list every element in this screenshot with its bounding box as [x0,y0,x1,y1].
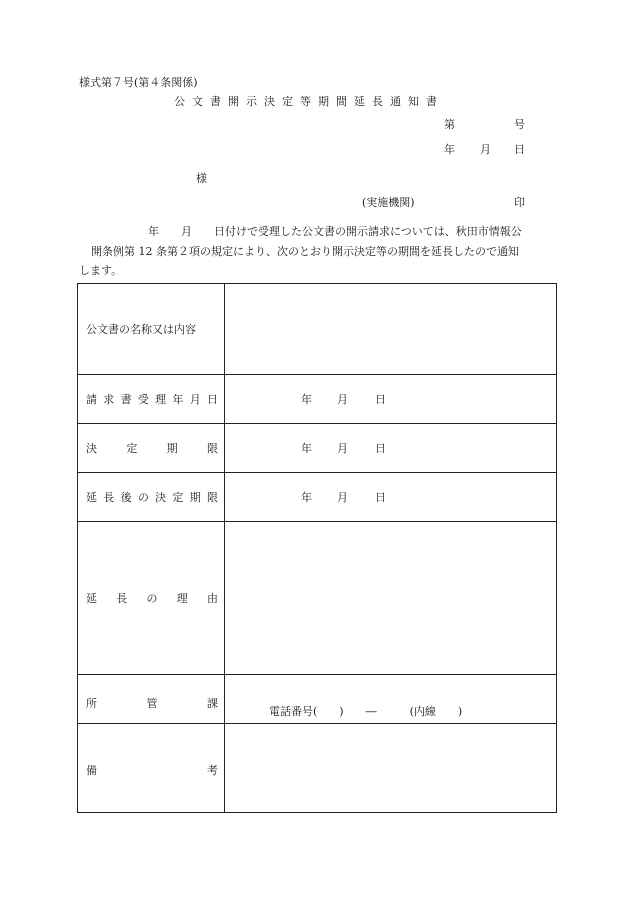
label-char: 請 [86,393,97,406]
table-row-decision-deadline [78,424,557,473]
form-number: 様式第７号(第４条関係) [79,76,198,89]
label-char: 書 [120,393,132,406]
label-char: 延 [86,592,97,605]
implementing-agency: (実施機関) [362,196,415,209]
label-char: 月 [189,393,201,406]
extension-reason-label [78,522,225,675]
label-char: 備 [86,764,97,777]
label-char: 日 [206,393,218,406]
document-name-value[interactable] [225,284,557,375]
label-char: 求 [103,393,115,406]
label-char: 年 [172,393,184,406]
table-row-extended-deadline [78,473,557,522]
notice-table [77,283,557,813]
label-char: 延 [86,491,97,504]
document-name-label: 公文書の名称又は内容 [78,284,225,375]
document-title-text: 公文書開示決定等期間延長通知書 [174,95,444,108]
label-char: 限 [206,491,218,504]
label-char: 受 [137,393,149,406]
addressee-suffix: 様 [196,172,207,185]
remarks-value[interactable] [225,724,557,813]
label-char: 長 [116,592,128,605]
notice-body [79,222,559,281]
number-prefix: 第 [444,118,455,131]
table-row-remarks [78,724,557,813]
label-char: の [137,491,149,504]
issue-date-year: 年 [444,143,455,156]
notice-line-1: 年 月 日付けで受理した公文書の開示請求については、秋田市情報公 [148,225,522,238]
receipt-date-value[interactable]: 年 月 日 [225,375,557,424]
responsible-section-label [78,675,225,724]
label-char: 考 [207,764,218,777]
extension-reason-value[interactable] [225,522,557,675]
label-char: 理 [155,393,167,406]
table-row-receipt-date [78,375,557,424]
extended-deadline-label [78,473,225,522]
responsible-section-value[interactable] [225,675,557,724]
phone-number-line: 電話番号( ) ― (内線 ) [269,705,463,718]
label-char: 定 [126,442,138,455]
document-title [0,95,630,109]
seal-mark: 印 [514,196,525,209]
label-char: 課 [207,697,218,710]
label-char: 由 [207,592,218,605]
remarks-label [78,724,225,813]
label-char: 管 [146,697,158,710]
decision-deadline-label [78,424,225,473]
issue-date-day: 日 [514,143,525,156]
label-char: 所 [86,697,97,710]
table-row-responsible-section [78,675,557,724]
decision-deadline-value[interactable]: 年 月 日 [225,424,557,473]
issue-date-month: 月 [480,143,491,156]
number-suffix: 号 [514,118,525,131]
label-char: 長 [103,491,115,504]
label-char: の [146,592,158,605]
table-row-extension-reason [78,522,557,675]
receipt-date-label [78,375,225,424]
label-char: 定 [172,491,184,504]
label-char: 後 [120,491,132,504]
label-char: 理 [176,592,188,605]
table-row-document-name [78,284,557,375]
notice-line-2: 開条例第 12 条第２項の規定により、次のとおり開示決定等の期間を延長したので通知 [91,244,519,258]
label-char: 限 [206,442,218,455]
notice-line-3: します。 [79,264,123,277]
label-char: 期 [166,442,178,455]
extended-deadline-value[interactable]: 年 月 日 [225,473,557,522]
label-char: 決 [155,491,167,504]
label-char: 期 [189,491,201,504]
label-char: 決 [86,442,97,455]
